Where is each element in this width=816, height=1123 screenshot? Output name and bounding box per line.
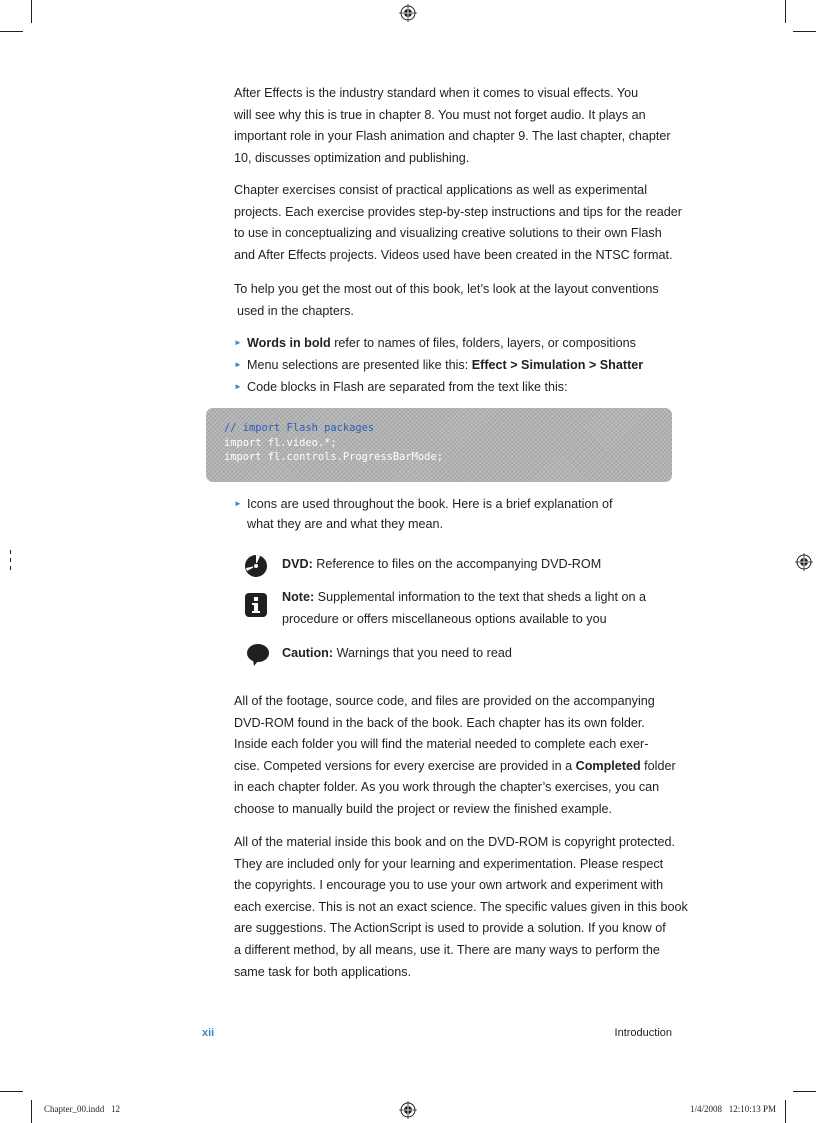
bullet-list-icons (234, 494, 694, 534)
crop-mark-top-right-h (793, 31, 816, 32)
paragraph-exercises (234, 180, 682, 266)
text-line: After Effects is the industry standard when it comes to visual effects. You (234, 86, 639, 100)
code-line: import fl.controls.ProgressBarMode; (224, 451, 443, 463)
code-line: // import Flash packages (224, 422, 375, 434)
bullet-list (234, 333, 694, 397)
bullet-text (247, 355, 643, 375)
icon-slot (244, 587, 282, 623)
text-line: All of the footage, source code, and files are provided on the accompanying (234, 694, 655, 708)
bullet-item (234, 355, 694, 375)
bullet-item (234, 333, 694, 353)
bullet-rest: refer to names of files, folders, layers, or compositions (330, 336, 636, 350)
caution-speech-bubble-icon (244, 643, 270, 667)
crop-mark-bottom-left (31, 1100, 32, 1123)
bullet-text (247, 494, 612, 534)
menu-path: Effect > Simulation > Shatter (471, 358, 644, 372)
text-line: used in the chapters. (237, 303, 354, 318)
folder-name: Completed (575, 758, 641, 773)
crop-mark-top-left (31, 0, 32, 23)
paragraph-copyright (234, 832, 688, 983)
legend-caution (244, 643, 512, 672)
bullet-triangle-icon: ► (234, 360, 242, 369)
code-line: import fl.video.*; (224, 436, 337, 449)
text-line: same task for both applications. (234, 964, 412, 979)
text-line: All of the material inside this book and on the DVD-ROM is copyright protected. (234, 835, 675, 849)
side-dash-mark (10, 566, 11, 570)
text-line: in each chapter folder. As you work through the chapter’s exercises, you can (234, 780, 660, 795)
legend-label: DVD: (282, 557, 313, 571)
text-line: important role in your Flash animation and chapter 9. The last chapter, chapter (234, 129, 671, 144)
text-line: the copyrights. I encourage you to use your own artwork and experiment with (234, 878, 664, 893)
legend-dvd (244, 554, 601, 583)
text-line (282, 587, 646, 609)
crop-mark-bottom-right-h (793, 1091, 816, 1092)
bullet-item (234, 377, 694, 397)
text-line: procedure or offers miscellaneous options available to you (282, 611, 607, 626)
bullet-triangle-icon: ► (234, 382, 242, 391)
registration-mark-top-icon (399, 4, 417, 22)
registration-mark-bottom-icon (399, 1101, 417, 1119)
bold-text: Words in bold (247, 336, 331, 350)
side-dash-mark (10, 558, 11, 562)
crop-mark-bottom-left-h (0, 1091, 23, 1092)
text-line: what they are and what they mean. (247, 517, 444, 531)
legend-description: Warnings that you need to read (333, 646, 512, 660)
legend-label: Caution: (282, 646, 334, 660)
icon-slot (244, 643, 282, 672)
paragraph-conventions (234, 279, 674, 322)
side-dash-mark (10, 550, 11, 554)
text-line: Icons are used throughout the book. Here is a brief explanation of (247, 497, 613, 511)
text-line: projects. Each exercise provides step-by-step instructions and tips for the reader (234, 204, 682, 219)
legend-description: Reference to files on the accompanying DVD-ROM (312, 557, 602, 571)
text-line (234, 756, 674, 778)
legend-description: Supplemental information to the text that sheds a light on a (314, 590, 647, 604)
bullet-text (247, 333, 636, 353)
dvd-icon (244, 554, 268, 578)
bullet-triangle-icon: ► (234, 499, 242, 508)
bullet-item (234, 494, 694, 534)
slug-file-name: Chapter_00.indd 12 (44, 1104, 120, 1114)
paragraph-intro (234, 83, 674, 169)
legend-text (282, 554, 601, 576)
text-line: choose to manually build the project or review the finished example. (234, 801, 613, 816)
running-footer-section: Introduction (614, 1027, 672, 1039)
code-block (206, 408, 672, 482)
legend-text (282, 643, 512, 665)
registration-mark-right-icon (795, 553, 813, 571)
note-info-icon (244, 592, 268, 618)
bullet-pre: Menu selections are presented like this: (247, 358, 472, 372)
text-line: They are included only for your learning and experimentation. Please respect (234, 856, 664, 871)
text-segment: folder (640, 758, 676, 773)
bullet-text: Code blocks in Flash are separated from the text like this: (247, 380, 568, 394)
text-line: to use in conceptualizing and visualizing creative solutions to their own Flash (234, 226, 662, 241)
legend-note (244, 587, 646, 630)
text-line: each exercise. This is not an exact science. The specific values given in this book (234, 899, 688, 914)
text-line: To help you get the most out of this book, let’s look at the layout conventions (234, 282, 659, 296)
legend-text (282, 587, 646, 630)
crop-mark-top-right (785, 0, 786, 23)
icon-slot (244, 554, 282, 583)
text-line: Chapter exercises consist of practical applications as well as experimental (234, 183, 647, 197)
legend-label: Note: (282, 590, 315, 604)
text-line: a different method, by all means, use it. There are many ways to perform the (234, 942, 660, 957)
text-line: DVD-ROM found in the back of the book. Each chapter has its own folder. (234, 715, 645, 730)
page-number: xii (202, 1027, 215, 1039)
crop-mark-top-left-h (0, 31, 23, 32)
text-segment: cise. Competed versions for every exercise are provided in a (234, 758, 576, 773)
text-line: 10, discusses optimization and publishing. (234, 150, 470, 165)
crop-mark-bottom-right (785, 1100, 786, 1123)
text-line: Inside each folder you will find the material needed to complete each exer- (234, 737, 649, 752)
text-line: are suggestions. The ActionScript is used to provide a solution. If you know of (234, 921, 666, 936)
text-line: will see why this is true in chapter 8. You must not forget audio. It plays an (234, 107, 646, 122)
bullet-triangle-icon: ► (234, 338, 242, 347)
paragraph-footage (234, 691, 674, 821)
text-line: and After Effects projects. Videos used have been created in the NTSC format. (234, 247, 673, 262)
slug-timestamp: 1/4/2008 12:10:13 PM (689, 1104, 776, 1114)
